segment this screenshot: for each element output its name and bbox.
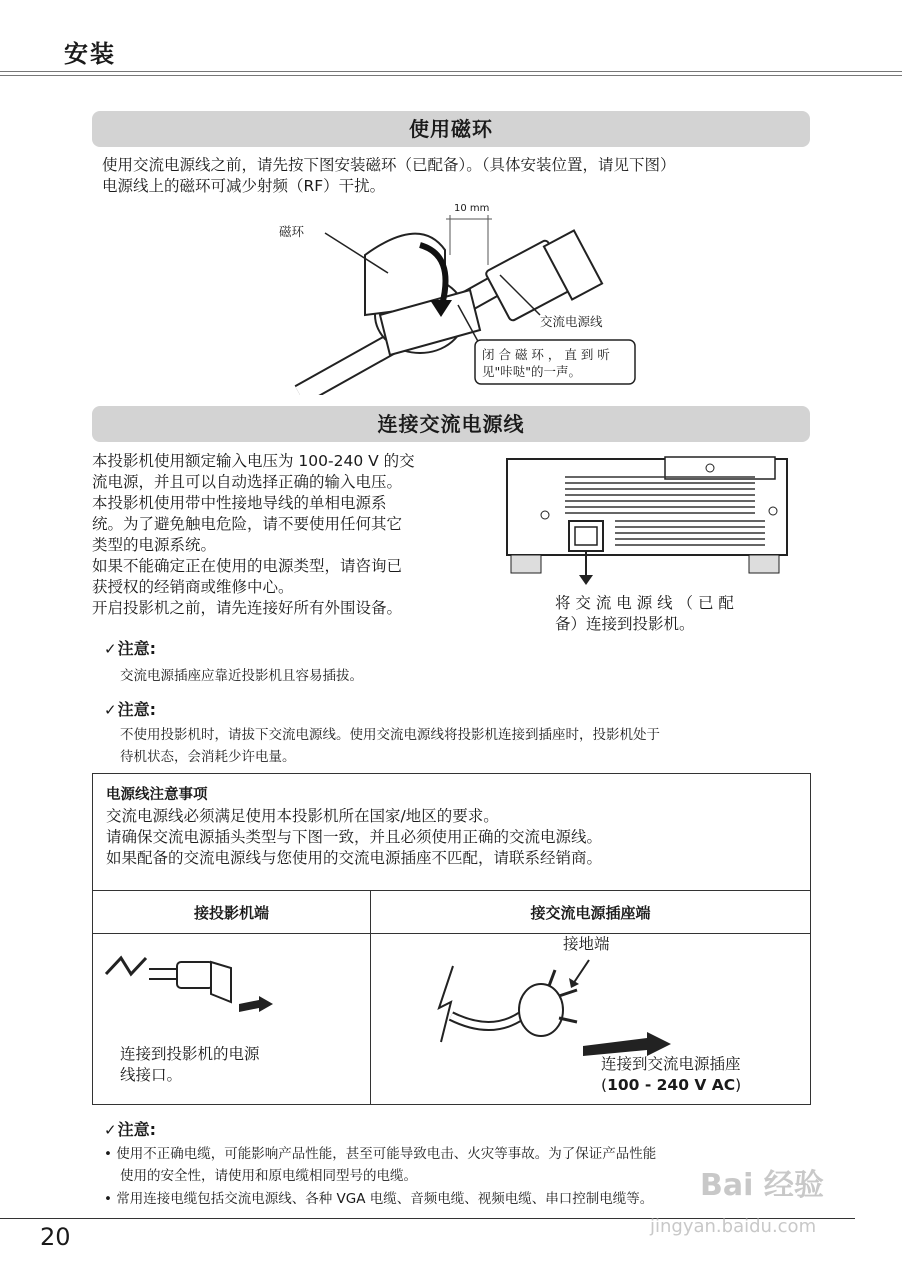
note-colon: :: [149, 639, 156, 658]
ferrite-intro-line1: 使用交流电源线之前，请先按下图安装磁环（已配备）。（具体安装位置，请见下图）: [102, 156, 676, 174]
ac-cord-label: 交流电源线: [540, 314, 603, 329]
column-header-projector-side: 接投影机端: [93, 891, 371, 934]
outlet-side-cell: [371, 934, 811, 1105]
ac-desc-line: 本投影机使用带中性接地导线的单相电源系: [92, 494, 387, 512]
section-heading-ac-cord: 连接交流电源线: [92, 406, 810, 442]
page-title: 安装: [64, 40, 116, 68]
note-title-3: [104, 1117, 156, 1140]
ac-desc-line: 类型的电源系统。: [92, 536, 217, 554]
ferrite-callout-line2: 见"咔哒"的一声。: [482, 364, 581, 379]
check-icon: ✓: [104, 640, 117, 658]
ac-desc-line: 获授权的经销商或维修中心。: [92, 578, 294, 596]
projector-side-cell: [93, 934, 371, 1105]
header-rule: [0, 71, 902, 72]
ac-cord-description: [92, 451, 492, 619]
ac-desc-line: 流电源，并且可以自动选择正确的输入电压。: [92, 473, 403, 491]
watermark-brand: Bai 经验: [700, 1168, 824, 1203]
outlet-side-caption-line2: [601, 1075, 741, 1096]
iec-connector-icon: [101, 944, 301, 1029]
bottom-bullet-1-line2: 使用的安全性，请使用和原电缆相同型号的电缆。: [120, 1168, 417, 1184]
note-text-1: 交流电源插座应靠近投影机且容易插拔。: [120, 668, 363, 684]
voltage-close-paren: ): [735, 1076, 742, 1094]
precautions-header-cell: [93, 774, 811, 891]
note-text-2-line1: 不使用投影机时，请拔下交流电源线。使用交流电源线将投影机连接到插座时，投影机处于: [120, 727, 660, 743]
ac-desc-line: 开启投影机之前，请先连接好所有外围设备。: [92, 599, 403, 617]
ferrite-intro-line2: 电源线上的磁环可减少射频（RF）干扰。: [102, 177, 386, 195]
projector-rear-figure: [505, 455, 790, 585]
precautions-line1: 交流电源线必须满足使用本投影机所在国家/地区的要求。: [106, 807, 499, 825]
ac-desc-line: 统。为了避免触电危险，请不要使用任何其它: [92, 515, 403, 533]
note-title-2: [104, 697, 156, 720]
projector-side-caption-line1: 连接到投影机的电源: [120, 1045, 260, 1063]
note-title-text: 注意: [117, 639, 150, 658]
note-colon: :: [149, 1120, 156, 1139]
bottom-bullet-2: • 常用连接电缆包括交流电源线、各种 VGA 电缆、音频电缆、视频电缆、串口控制电缆等。: [104, 1191, 654, 1207]
outlet-side-caption-line1: 连接到交流电源插座: [601, 1055, 741, 1073]
watermark-url: jingyan.baidu.com: [650, 1216, 817, 1237]
ac-plug-icon: [431, 956, 691, 1066]
page-number: 20: [40, 1223, 71, 1251]
precautions-line3: 如果配备的交流电源线与您使用的交流电源插座不匹配，请联系经销商。: [106, 849, 603, 867]
check-icon: ✓: [104, 701, 117, 719]
projector-side-caption-line2: 线接口。: [120, 1066, 183, 1084]
ferrite-callout-line1: 闭 合 磁 环 ， 直 到 听: [482, 347, 610, 362]
precautions-title: 电源线注意事项: [106, 787, 208, 803]
ferrite-core-label: 磁环: [279, 224, 305, 239]
projector-caption-line2: 备）连接到投影机。: [555, 615, 695, 633]
ferrite-core-figure: [270, 195, 650, 395]
projector-caption-line1: 将 交 流 电 源 线 （ 已 配: [555, 594, 734, 612]
bottom-bullet-1-line1: • 使用不正确电缆，可能影响产品性能，甚至可能导致电击、火灾等事故。为了保证产品性能: [104, 1146, 657, 1162]
ac-desc-line: 本投影机使用额定输入电压为 100-240 V 的交: [92, 452, 415, 470]
note-colon: :: [149, 700, 156, 719]
check-icon: ✓: [104, 1121, 117, 1139]
note-title-text: 注意: [117, 700, 150, 719]
column-header-outlet-side: 接交流电源插座端: [371, 891, 811, 934]
note-text-2-line2: 待机状态，会消耗少许电量。: [120, 749, 296, 765]
ac-desc-line: 如果不能确定正在使用的电源类型，请咨询已: [92, 557, 403, 575]
voltage-rating: 100 - 240 V AC: [607, 1076, 736, 1094]
precautions-line2: 请确保交流电源插头类型与下图一致，并且必须使用正确的交流电源线。: [106, 828, 603, 846]
ground-terminal-label: 接地端: [563, 935, 610, 953]
header-rule-2: [0, 75, 902, 76]
note-title-text: 注意: [117, 1120, 150, 1139]
dimension-10mm-label: 10 mm: [454, 203, 490, 214]
voltage-open-paren: (: [601, 1076, 608, 1094]
note-title-1: [104, 636, 156, 659]
power-cord-precautions-table: [92, 773, 811, 1105]
section-heading-ferrite: 使用磁环: [92, 111, 810, 147]
